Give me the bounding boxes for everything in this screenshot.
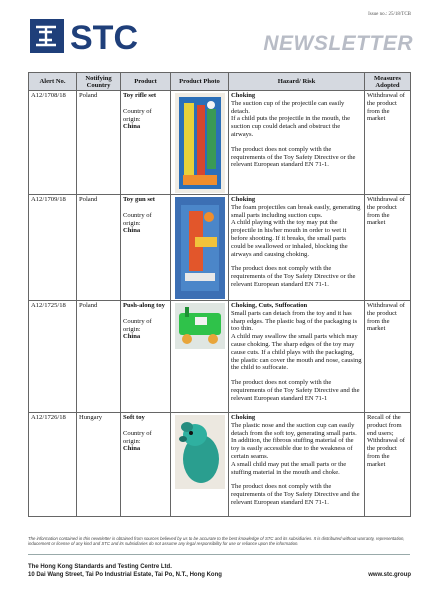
origin-label: Country of origin: [123, 211, 152, 227]
origin-label: Country of origin: [123, 429, 152, 445]
header-notifying-country: Notifying Country [77, 73, 121, 91]
table-row [29, 91, 411, 195]
product-name: Push-along toy [123, 302, 165, 309]
hazard-consequence: A child playing with the toy may put the projectile in his/her mouth in order to wet it before shooting. If it breaks, the small parts could be swallowed or inhaled, blocking the airways and causing choking. [231, 219, 348, 258]
country-of-origin [123, 318, 168, 341]
origin-value: China [123, 227, 141, 235]
product-photo-soft-toy [175, 415, 225, 489]
hazard-cell [229, 195, 365, 301]
product-photo-cell [171, 91, 229, 195]
website-link[interactable]: www.stc.group [368, 572, 411, 578]
company-address: 10 Dai Wang Street, Tai Po Industrial Estate, Tai Po, N.T., Hong Kong [28, 572, 222, 578]
hazard-description: The suction cup of the projectile can easily detach. [231, 99, 345, 115]
product-name: Toy rifle set [123, 92, 157, 99]
hazard-consequence: If a child puts the projectile in the mouth, the suction cup could detach and obstruct the airways. [231, 115, 351, 138]
hazard-description: Small parts can detach from the toy and it has sharp edges. The plastic bag of the packaging is too thin. [231, 309, 358, 333]
company-name: The Hong Kong Standards and Testing Centre Ltd. [28, 564, 172, 570]
header-product-photo: Product Photo [171, 73, 229, 91]
hazard-title: Choking, Cuts, Suffocation [231, 302, 308, 309]
notifying-country: Poland [77, 91, 121, 195]
disclaimer-text: The information contained in this newsletter is obtained from sources believed by us to be accurate to the best knowledge of STC and its subsidiaries. It is distributed without warranty, representation, inducement or license of any kind and STC and its subsidiaries do not assume any legal responsibility for use or reliance upon the information. [28, 536, 405, 547]
product-name: Toy gun set [123, 196, 156, 203]
hazard-description: The foam projectiles can break easily, generating small parts including suction cups. [231, 203, 361, 219]
notifying-country: Poland [77, 195, 121, 301]
newsletter-title: NEWSLETTER [263, 32, 413, 55]
product-name: Soft toy [123, 414, 145, 421]
product-photo-cell [171, 195, 229, 301]
hazard-title: Choking [231, 414, 256, 421]
product-photo-cell [171, 413, 229, 517]
measures-adopted: Withdrawal of the product from the market [365, 91, 411, 195]
hazard-consequence: A child may swallow the small parts which may cause choking. The sharp edges of the toy may cause cuts. If a child plays with the packaging, the plastic can cover the mouth and nose, causing the child to suffocate. [231, 333, 362, 372]
measures-adopted: Withdrawal of the product from the market [365, 195, 411, 301]
logo-brand-text: STC [70, 19, 138, 56]
hazard-cell [229, 91, 365, 195]
product-photo-toy-gun [175, 197, 225, 299]
hazard-title: Choking [231, 196, 256, 203]
origin-label: Country of origin: [123, 107, 152, 123]
origin-label: Country of origin: [123, 317, 152, 333]
alert-number: A12/1709/18 [29, 195, 77, 301]
notifying-country: Poland [77, 301, 121, 413]
country-of-origin [123, 108, 168, 131]
table-row [29, 301, 411, 413]
table-header-row [29, 73, 411, 91]
hazard-title: Choking [231, 92, 256, 99]
country-of-origin [123, 212, 168, 235]
alert-number: A12/1725/18 [29, 301, 77, 413]
origin-value: China [123, 333, 141, 341]
hazard-cell [229, 413, 365, 517]
product-photo-cell [171, 301, 229, 413]
hazard-consequence: A small child may put the small parts or the stuffing material in the mouth and choke. [231, 460, 347, 476]
product-cell [121, 301, 171, 413]
alert-number: A12/1708/18 [29, 91, 77, 195]
product-cell [121, 91, 171, 195]
footer-divider [28, 554, 410, 555]
product-cell [121, 413, 171, 517]
company-info [28, 563, 222, 579]
product-photo-push-along-toy [175, 303, 225, 349]
hazard-compliance: The product does not comply with the requirements of the Toy Safety Directive and the relevant European standard EN 71-1 [231, 379, 360, 402]
notifying-country: Hungary [77, 413, 121, 517]
table-row [29, 195, 411, 301]
issue-number: Issue no.: 25/18/TCB [368, 12, 411, 17]
header-hazard-risk: Hazard/ Risk [229, 73, 365, 91]
header-measures-adopted: Measures Adopted [365, 73, 411, 91]
hazard-compliance: The product does not comply with the requirements of the Toy Safety Directive or the relevant European standard EN 71-1. [231, 265, 356, 288]
origin-value: China [123, 445, 141, 453]
header-product: Product [121, 73, 171, 91]
stc-logo [30, 18, 160, 56]
alerts-table [28, 72, 411, 517]
measures-adopted: Withdrawal of the product from the market [365, 301, 411, 413]
product-photo-toy-rifle [175, 93, 225, 193]
origin-value: China [123, 123, 141, 131]
hazard-compliance: The product does not comply with the requirements of the Toy Safety Directive and the relevant European standard EN 71-1. [231, 483, 360, 506]
country-of-origin [123, 430, 168, 453]
hazard-description: The plastic nose and the suction cup can easily detach from the soft toy, generating small parts. In addition, the fibrous stuffing material of the toy is easily accessible due to the weakness of certain seams. [231, 421, 357, 460]
hazard-cell [229, 301, 365, 413]
table-row [29, 413, 411, 517]
measures-adopted: Recall of the product from end users; Withdrawal of the product from the market [365, 413, 411, 517]
header-alert-no: Alert No. [29, 73, 77, 91]
hazard-compliance: The product does not comply with the requirements of the Toy Safety Directive or the relevant European standard EN 71-1. [231, 145, 356, 169]
alert-number: A12/1726/18 [29, 413, 77, 517]
product-cell [121, 195, 171, 301]
